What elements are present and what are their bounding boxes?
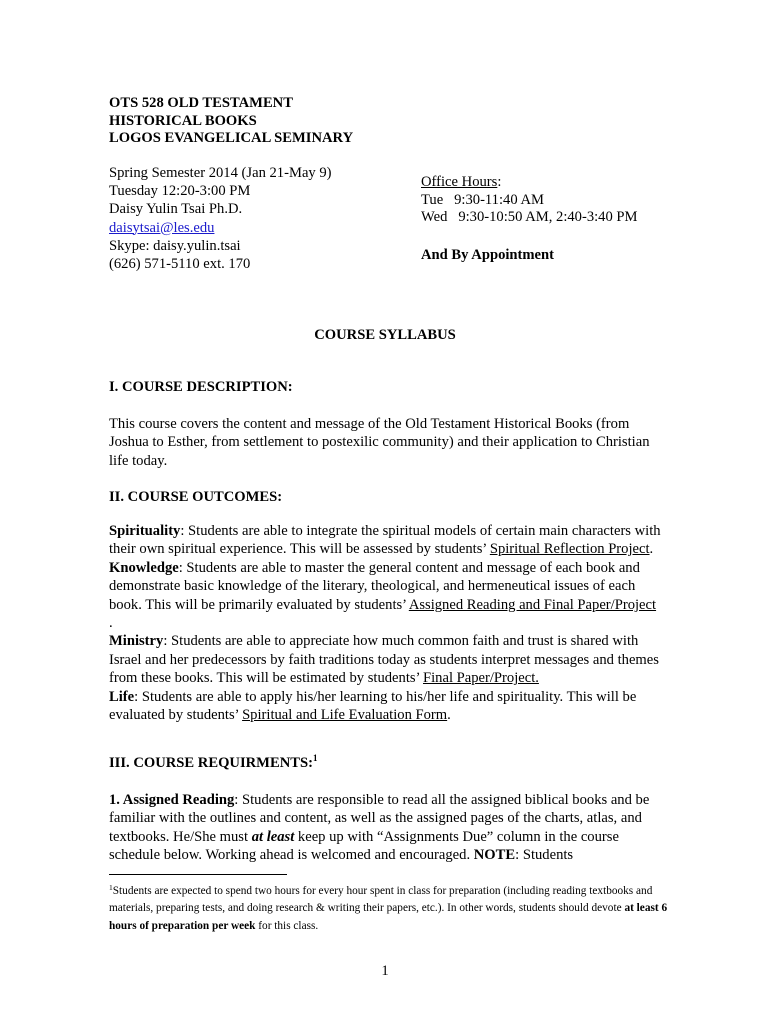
ministry-link: Final Paper/Project. <box>423 670 539 687</box>
section-heading-description: I. COURSE DESCRIPTION: <box>109 379 293 395</box>
section-heading-outcomes: II. COURSE OUTCOMES: <box>109 489 283 505</box>
description-paragraph <box>109 415 662 470</box>
outcome-ministry <box>109 632 662 687</box>
assigned-reading <box>109 791 662 865</box>
spirituality-label: Spirituality <box>109 523 181 539</box>
appointment-note: And By Appointment <box>421 247 555 263</box>
ministry-label: Ministry <box>109 633 164 650</box>
office-hours-label: Office Hours <box>421 174 498 190</box>
knowledge-text: : Students are able to master the general content and message of each book and demonstrate basic knowledge of the literary, theological, and hermeneutical issues of each book. This will be primarily evaluated by students’ <box>109 559 640 613</box>
seminary-name: LOGOS EVANGELICAL SEMINARY <box>109 130 354 147</box>
description-text: This course covers the content and message of the Old Testament Historical Books (from Joshua to Esther, from settlement to postexilic community) and their application to Christian life today. <box>109 416 650 469</box>
footnote-ref: 1 <box>312 753 318 763</box>
footnote-text: Students are expected to spend two hours for every hour spent in class for preparation (including reading textbooks and materials, preparing tests, and doing research & writing their papers, etc.). In other words, students should devote <box>109 885 653 915</box>
semester: Spring Semester 2014 (Jan 21-May 9) <box>109 165 332 181</box>
note-label: NOTE <box>473 847 516 864</box>
skype: Skype: daisy.yulin.tsai <box>109 237 241 254</box>
knowledge-end: . <box>109 615 113 632</box>
course-code-title: OTS 528 OLD TESTAMENT <box>109 95 293 111</box>
requirements-paragraph <box>109 791 662 865</box>
requirements-heading-text: III. COURSE REQUIRMENTS: <box>109 755 313 771</box>
class-time: Tuesday 12:20-3:00 PM <box>109 183 251 200</box>
footnote-separator <box>109 874 287 875</box>
life-link: Spiritual and Life Evaluation Form <box>242 707 448 724</box>
course-title-cont: HISTORICAL BOOKS <box>109 112 257 129</box>
knowledge-label: Knowledge <box>109 559 179 576</box>
course-header <box>109 95 439 148</box>
outcome-spirituality <box>109 522 662 559</box>
assigned-reading-label: 1. Assigned Reading <box>109 792 235 808</box>
footnote <box>109 883 669 935</box>
office-hours <box>421 174 721 227</box>
email-link[interactable]: daisytsai@les.edu <box>109 219 215 236</box>
syllabus-title: COURSE SYLLABUS <box>314 327 456 343</box>
spirituality-end: . <box>649 541 654 558</box>
assigned-reading-text: : Students are responsible to read all the assigned biblical books and be familiar with the outlines and content, as well as the assigned pages of the charts, atlas, and textbooks. He/She must <box>109 792 650 845</box>
note-text: : Students <box>515 847 574 864</box>
assigned-reading-text2: keep up with “Assignments Due” column in the course schedule below. Working ahead is welcomed and encouraged. <box>109 828 619 864</box>
office-hours-wed: Wed 9:30-10:50 AM, 2:40-3:40 PM <box>421 209 638 226</box>
footnote-mark: 1 <box>109 883 113 892</box>
life-label: Life <box>109 688 135 705</box>
phone: (626) 571-5110 ext. 170 <box>109 256 251 273</box>
section-heading-requirements <box>109 754 317 772</box>
life-text: : Students are able to apply his/her learning to his/her life and spirituality. This will be evaluated by students’ <box>109 688 637 724</box>
outcome-knowledge <box>109 559 662 633</box>
assigned-reading-emphasis: at least <box>251 828 295 845</box>
course-info <box>109 164 399 273</box>
office-hours-tue: Tue 9:30-11:40 AM <box>421 191 544 208</box>
outcomes-paragraph <box>109 522 662 724</box>
footnote-bold: at least 6 hours of preparation per week <box>109 902 668 932</box>
footnote-end: for this class. <box>255 919 319 932</box>
office-hours-colon: : <box>497 174 502 190</box>
spirituality-link: Spiritual Reflection Project <box>489 541 650 558</box>
life-end: . <box>447 707 451 724</box>
spirituality-text: : Students are able to integrate the spiritual models of certain main characters with their own spiritual experience. This will be assessed by students’ <box>109 523 661 558</box>
instructor-name: Daisy Yulin Tsai Ph.D. <box>109 201 243 218</box>
knowledge-link: Assigned Reading and Final Paper/Project <box>408 596 657 613</box>
page-number: 1 <box>381 963 389 979</box>
ministry-text: : Students are able to appreciate how much common faith and trust is shared with Israel and her predecessors by faith traditions today as students interpret messages and themes from these books. This will be estimated by students’ <box>109 633 659 687</box>
outcome-life <box>109 688 662 725</box>
